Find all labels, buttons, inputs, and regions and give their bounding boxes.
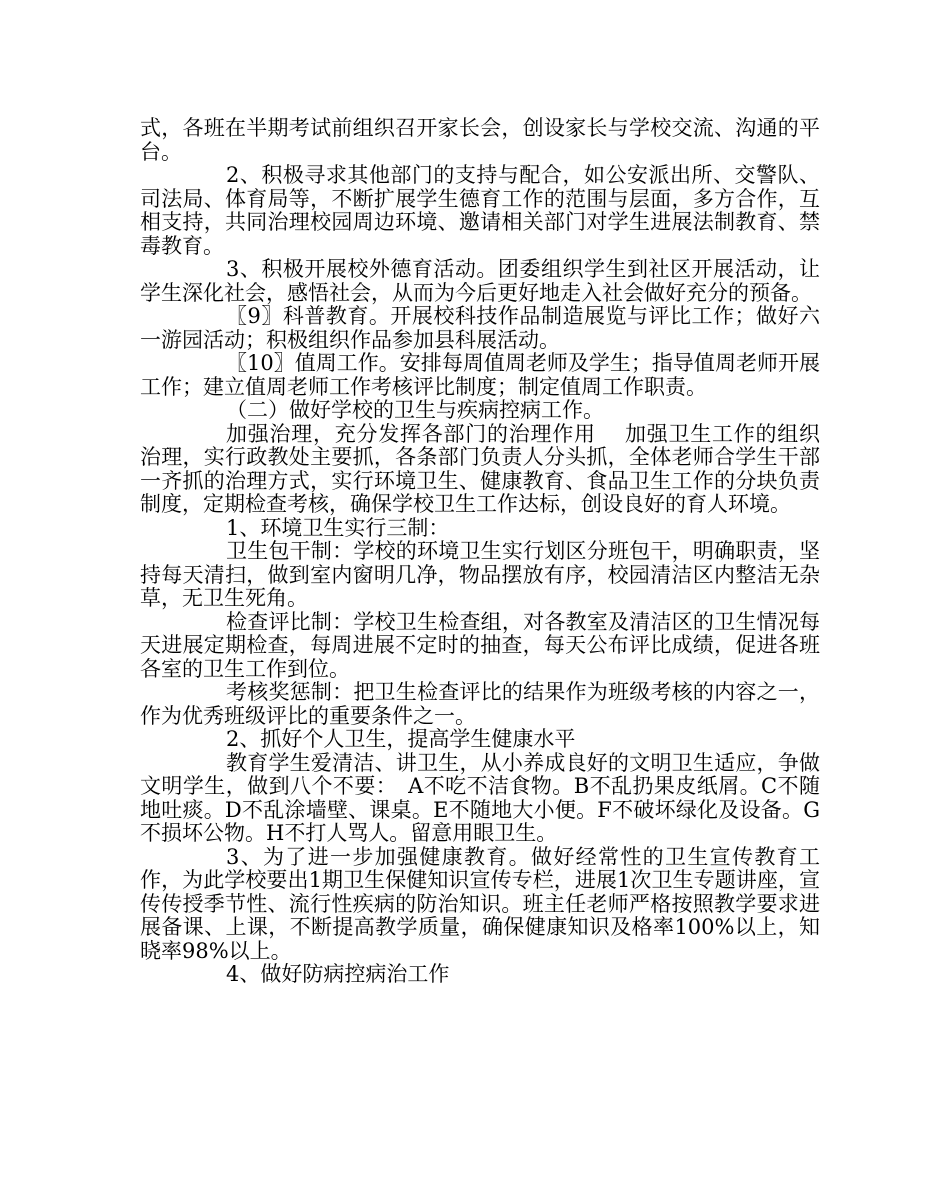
paragraph-parent-meeting: 式，各班在半期考试前组织召开家长会，创设家长与学校交流、沟通的平台。 xyxy=(140,116,820,164)
subheading-personal-hygiene: 2、抓好个人卫生，提高学生健康水平 xyxy=(226,727,576,751)
paragraph-management: 加强治理，充分发挥各部门的治理作用 加强卫生工作的组织治理，实行政教处主要抓，各条部门负责人分头抓，全体老师合学生干部一齐抓的治理方式，实行环境卫生、健康教育、食品卫生工作的分块负责制度，定期检查考核，确保学校卫生工作达标，创设良好的育人环境。 xyxy=(140,421,820,516)
paragraph-inspection-system: 检查评比制：学校卫生检查组，对各教室及清洁区的卫生情况每天进展定期检查，每周进展不定时的抽查，每天公布评比成绩，促进各班各室的卫生工作到位。 xyxy=(140,609,820,681)
paragraph-science-education: 〖9〗科普教育。开展校科技作品制造展览与评比工作；做好六一游园活动；积极组织作品参加县科展活动。 xyxy=(140,304,820,352)
paragraph-reward-system: 考核奖惩制：把卫生检查评比的结果作为班级考核的内容之一，作为优秀班级评比的重要条件之一。 xyxy=(140,680,820,728)
paragraph-responsibility-system: 卫生包干制：学校的环境卫生实行划区分班包干，明确职责，坚持每天清扫，做到室内窗明几净，物品摆放有序，校园清洁区内整洁无杂草，无卫生死角。 xyxy=(140,539,820,610)
paragraph-department-cooperation: 2、积极寻求其他部门的支持与配合，如公安派出所、交警队、司法局、体育局等，不断扩展学生德育工作的范围与层面，多方合作，互相支持，共同治理校园周边环境、邀请相关部门对学生进展法制教育、禁毒教育。 xyxy=(140,163,820,258)
paragraph-health-education: 3、为了进一步加强健康教育。做好经常性的卫生宣传教育工作，为此学校要出1期卫生保健知识宣传专栏，进展1次卫生专题讲座，宣传传授季节性、流行性疾病的防治知识。班主任老师严格按照教学要求进展备课、上课，不断提高教学质量，确保健康知识及格率100%以上，知晓率98%以上。 xyxy=(140,844,820,963)
subheading-disease-prevention: 4、做好防病控病治工作 xyxy=(226,962,450,986)
paragraph-offcampus-activities: 3、积极开展校外德育活动。团委组织学生到社区开展活动，让学生深化社会，感悟社会，从而为今后更好地走入社会做好充分的预备。 xyxy=(140,257,820,305)
document-body xyxy=(140,117,820,987)
subheading-environment-three-systems: 1、环境卫生实行三制： xyxy=(226,515,450,540)
section-heading-hygiene: （二）做好学校的卫生与疾病控病工作。 xyxy=(226,398,604,422)
paragraph-eight-donts: 教育学生爱清洁、讲卫生，从小养成良好的文明卫生适应，争做文明学生，做到八个不要： A不吃不洁食物。B不乱扔果皮纸屑。C不随地吐痰。D不乱涂墙壁、课桌。E不随地大小便。F不破坏绿化及设备。G不损坏公物。H不打人骂人。留意用眼卫生。 xyxy=(140,750,820,845)
paragraph-duty-week: 〖10〗值周工作。安排每周值周老师及学生；指导值周老师开展工作；建立值周老师工作考核评比制度；制定值周工作职责。 xyxy=(140,351,820,399)
